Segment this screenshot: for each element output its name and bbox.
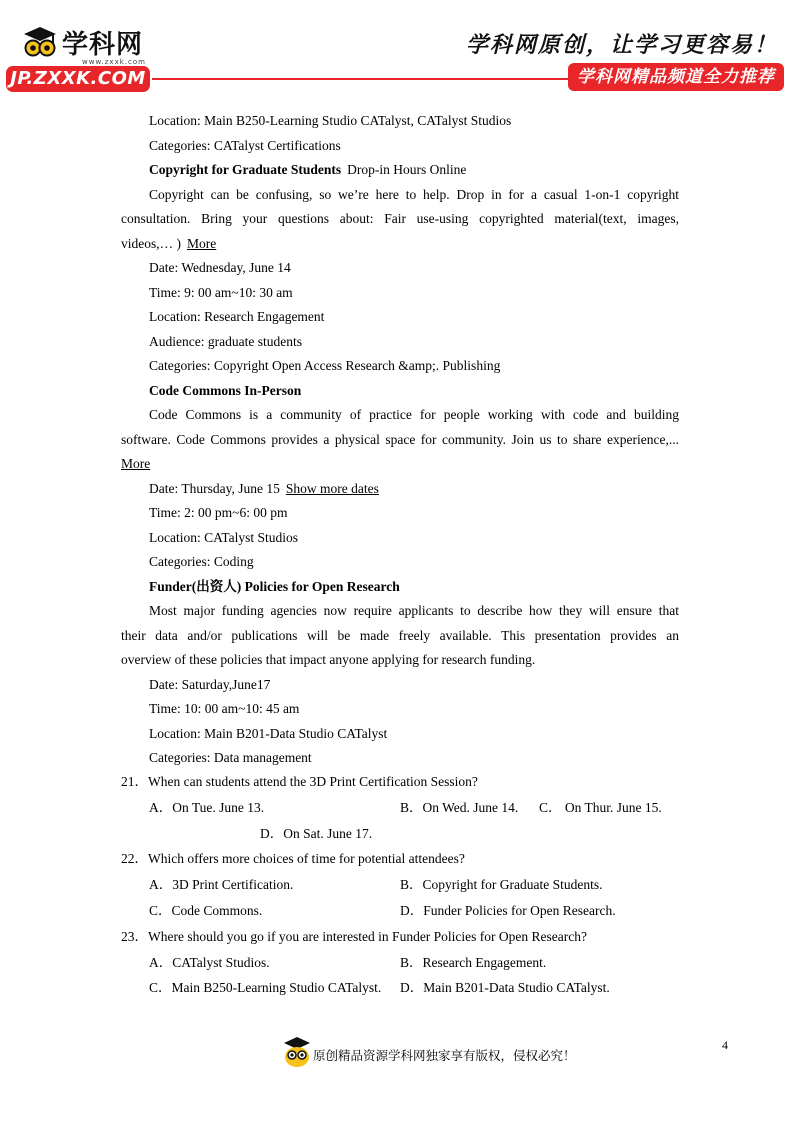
event-description-line: their data and/or publications will be made freely available. This presentation provides an [121, 627, 679, 643]
event-description-line [121, 452, 679, 477]
event-date: Date: Wednesday, June 14 [149, 260, 291, 275]
event-heading [121, 158, 679, 183]
event-date [121, 477, 679, 502]
option-a[interactable]: A．3D Print Certification. [149, 877, 294, 893]
page-header [0, 0, 800, 100]
option-b[interactable]: B．Copyright for Graduate Students. [400, 877, 603, 893]
event-audience: Audience: graduate students [149, 333, 302, 349]
event-description-line: Copyright can be confusing, so we’re here to help. Drop in for a casual 1-on-1 copyright [149, 186, 679, 202]
show-more-dates-link[interactable]: Show more dates [285, 480, 379, 496]
event-description-line [121, 232, 679, 257]
event-description-line: software. Code Commons provides a physical space for community. Join us to share experience,... [121, 431, 679, 447]
event-location: Location: Main B201-Data Studio CATalyst [149, 725, 388, 741]
option-b[interactable]: B．Research Engagement. [400, 954, 547, 970]
question-stem: 23．Where should you go if you are interested in Funder Policies for Open Research? [121, 928, 587, 944]
event-title: Copyright for Graduate Students [149, 162, 342, 177]
event-description-line: consultation. Bring your questions about: Fair use-using copyrighted material(text, images, [121, 211, 679, 226]
site-badge: JP.ZXXK.COM [6, 66, 150, 92]
option-c[interactable]: C． On Thur. June 15. [539, 799, 662, 815]
more-link[interactable]: More [187, 235, 217, 251]
owl-mascot-icon [22, 26, 58, 60]
event-categories: Categories: Coding [149, 554, 254, 569]
logo-name: 学科网 [62, 30, 144, 60]
option-row [121, 795, 681, 821]
option-d[interactable]: D．Funder Policies for Open Research. [400, 902, 616, 918]
event-categories: Categories: Data management [149, 750, 312, 765]
event-categories: Categories: Copyright Open Access Research &amp;. Publishing [149, 358, 501, 373]
header-divider [152, 78, 572, 80]
event-title: Code Commons In-Person [149, 382, 302, 398]
event-date-text: Date: Thursday, June 15 [149, 480, 280, 496]
option-a[interactable]: A．On Tue. June 13. [149, 799, 265, 815]
logo-url: www.zxxk.com [82, 58, 146, 66]
option-c[interactable]: C．Main B250-Learning Studio CATalyst. [149, 980, 382, 996]
option-row [121, 975, 681, 1001]
option-a[interactable]: A．CATalyst Studios. [149, 954, 270, 970]
event-subtitle: Drop-in Hours Online [347, 162, 467, 177]
header-banner: 学科网精品频道全力推荐 [568, 63, 784, 91]
event-title: Funder(出资人) Policies for Open Research [149, 578, 400, 594]
option-row [121, 872, 681, 898]
event-time: Time: 10: 00 am~10: 45 am [149, 701, 300, 716]
option-row [121, 821, 681, 847]
passage [121, 109, 679, 771]
event-categories: Categories: CATalyst Certifications [149, 137, 341, 153]
event-date: Date: Saturday,June17 [149, 676, 271, 692]
option-row [121, 950, 681, 976]
more-link[interactable]: More [121, 456, 151, 471]
event-description-line: Most major funding agencies now require applicants to describe how they will ensure that [149, 603, 679, 618]
event-location: Location: CATalyst Studios [149, 529, 299, 545]
question-stem: 21．When can students attend the 3D Print Certification Session? [121, 774, 478, 789]
event-location: Location: Research Engagement [149, 309, 325, 324]
page-number: 4 [722, 1038, 728, 1052]
header-slogan: 学科网原创，让学习更容易！ [465, 32, 778, 58]
option-d[interactable]: D．Main B201-Data Studio CATalyst. [400, 980, 610, 996]
event-time: Time: 9: 00 am~10: 30 am [149, 284, 293, 300]
question-list [121, 769, 681, 1001]
copyright-notice: 原创精品资源学科网独家享有版权，侵权必究！ [313, 1048, 576, 1063]
event-time: Time: 2: 00 pm~6: 00 pm [149, 505, 288, 520]
event-description-text: videos,… ) [121, 235, 181, 251]
option-c[interactable]: C．Code Commons. [149, 902, 263, 918]
owl-mascot-icon [283, 1036, 311, 1068]
question-stem: 22．Which offers more choices of time for potential attendees? [121, 851, 465, 867]
event-description-line: Code Commons is a community of practice for people working with code and building [149, 407, 679, 422]
option-b[interactable]: B．On Wed. June 14. [400, 799, 519, 815]
option-d[interactable]: D．On Sat. June 17. [260, 825, 373, 841]
event-location: Location: Main B250-Learning Studio CATalyst, CATalyst Studios [149, 113, 512, 128]
event-description-line: overview of these policies that impact anyone applying for research funding. [121, 652, 536, 667]
option-row [121, 898, 681, 924]
